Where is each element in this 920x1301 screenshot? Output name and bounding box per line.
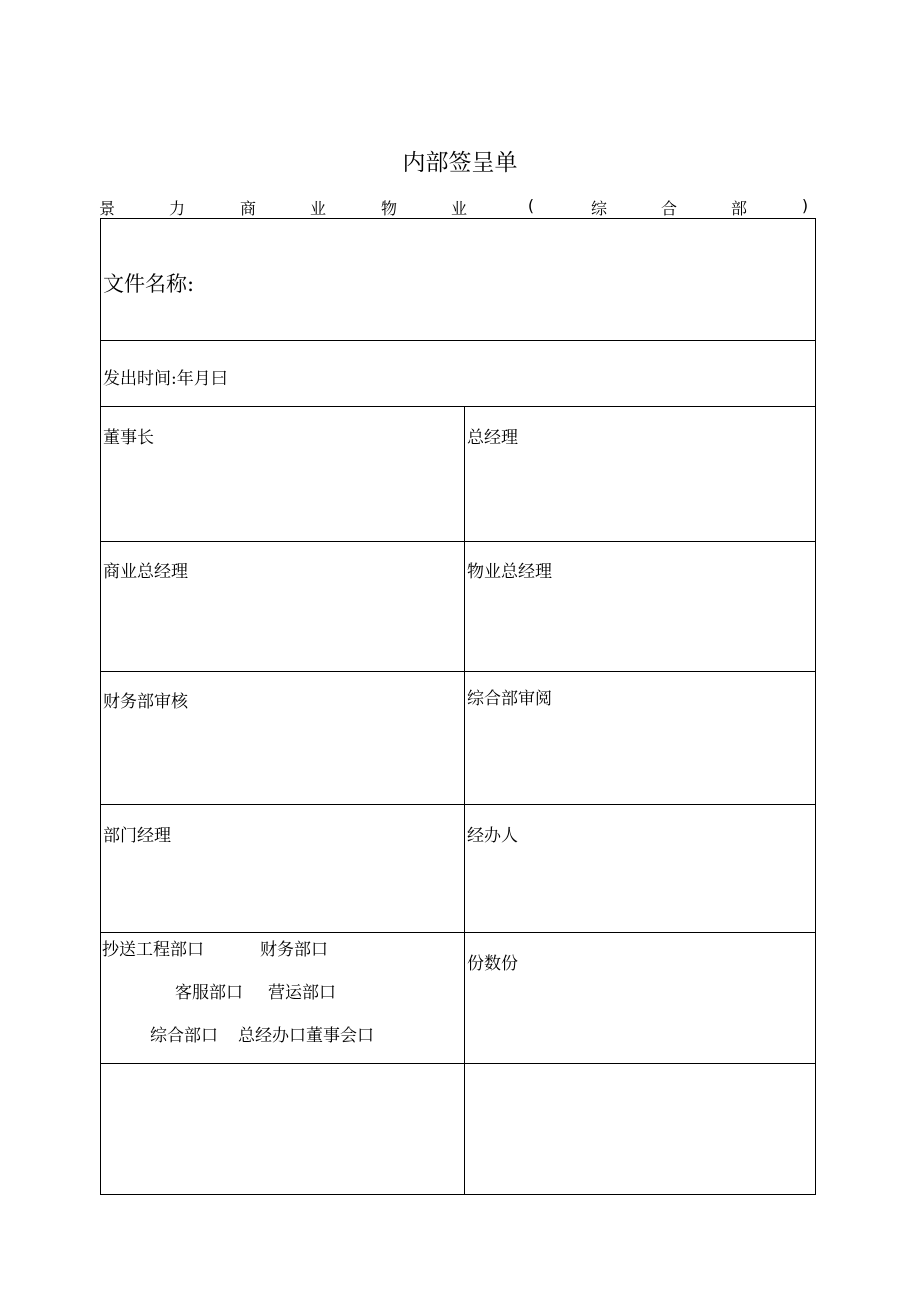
company-char: ( bbox=[527, 196, 535, 215]
company-department-line bbox=[100, 196, 816, 216]
page-title: 内部签呈单 bbox=[402, 150, 518, 176]
row-divider bbox=[101, 932, 815, 933]
row-divider bbox=[101, 671, 815, 672]
cc-operations: 营运部口 bbox=[268, 983, 336, 1003]
commercial-gm-label: 商业总经理 bbox=[103, 562, 188, 582]
column-divider bbox=[464, 406, 465, 1195]
company-char: 综 bbox=[590, 199, 608, 218]
signature-form-table bbox=[100, 218, 816, 1195]
company-char: ) bbox=[801, 196, 809, 215]
cc-engineering: 抄送工程部口 bbox=[102, 940, 204, 960]
finance-review-label: 财务部审核 bbox=[103, 692, 188, 712]
admin-review-label: 综合部审阅 bbox=[467, 689, 552, 709]
company-char: 景 bbox=[98, 199, 116, 218]
cc-admin: 综合部口 bbox=[150, 1026, 218, 1046]
company-char: 商 bbox=[239, 199, 257, 218]
cc-finance: 财务部口 bbox=[260, 940, 328, 960]
row-divider bbox=[101, 340, 815, 341]
file-name-label: 文件名称: bbox=[103, 272, 195, 296]
row-divider bbox=[101, 541, 815, 542]
property-gm-label: 物业总经理 bbox=[467, 562, 552, 582]
general-manager-label: 总经理 bbox=[467, 428, 518, 448]
company-char: 合 bbox=[660, 199, 678, 218]
chairman-label: 董事长 bbox=[103, 428, 154, 448]
row-divider bbox=[101, 1063, 815, 1064]
row-divider bbox=[101, 804, 815, 805]
send-time-label: 发出时间:年月曰 bbox=[103, 369, 228, 389]
company-char: 业 bbox=[450, 199, 468, 218]
cc-gm-office-board: 总经办口董事会口 bbox=[238, 1026, 374, 1046]
company-char: 物 bbox=[380, 199, 398, 218]
cc-customer-service: 客服部口 bbox=[175, 983, 243, 1003]
company-char: 业 bbox=[309, 199, 327, 218]
copies-label: 份数份 bbox=[467, 954, 518, 974]
dept-manager-label: 部门经理 bbox=[103, 826, 171, 846]
company-char: 力 bbox=[168, 199, 186, 218]
row-divider bbox=[101, 406, 815, 407]
handler-label: 经办人 bbox=[467, 826, 518, 846]
company-char: 部 bbox=[730, 199, 748, 218]
